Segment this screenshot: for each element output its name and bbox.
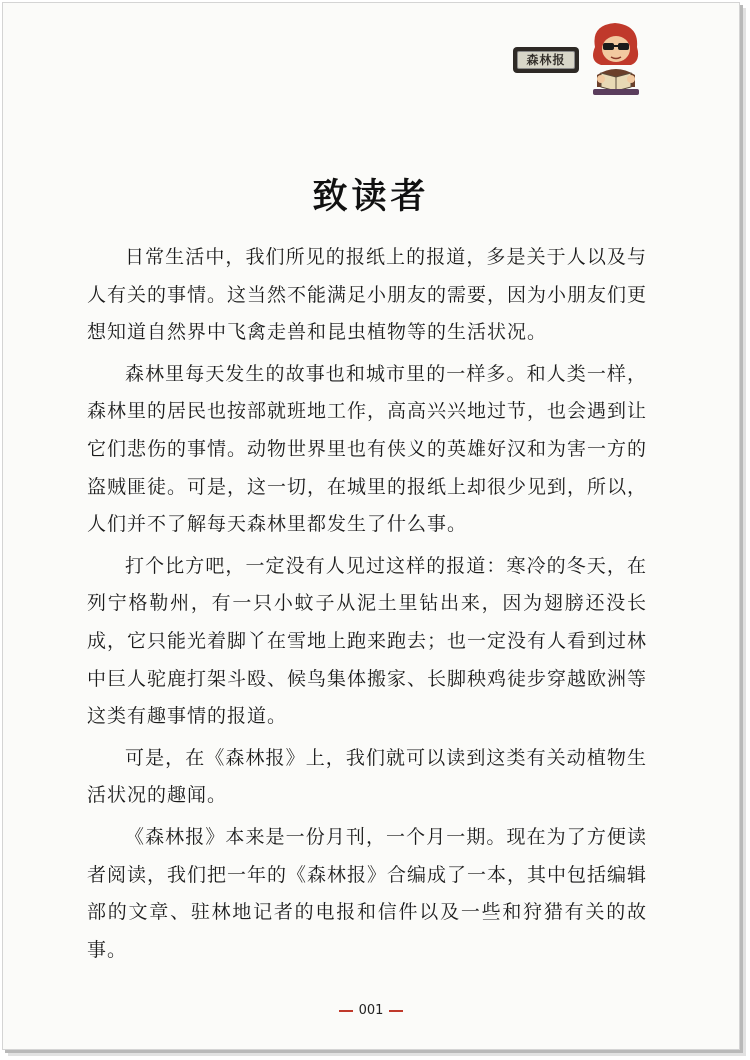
paragraph: 打个比方吧，一定没有人见过这样的报道：寒冷的冬天，在列宁格勒州，有一只小蚊子从泥土里钻出来，因为翅膀还没长成，它只能光着脚丫在雪地上跑来跑去；也一定没有人看到过林中巨人驼鹿打架斗殴、候鸟集体搬家、长脚秧鸡徒步穿越欧洲等这类有趣事情的报道。	[87, 554, 648, 728]
book-page	[2, 2, 740, 1050]
page-footer	[3, 1003, 739, 1018]
paragraph: 可是，在《森林报》上，我们就可以读到这类有关动植物生活状况的趣闻。	[87, 746, 647, 807]
page-number: 001	[358, 1003, 384, 1018]
page-title: 致读者	[312, 176, 430, 217]
reading-mascot-icon	[581, 17, 651, 97]
paragraph: 日常生活中，我们所见的报纸上的报道，多是关于人以及与人有关的事情。这当然不能满足小朋友的需要，因为小朋友们更想知道自然界中飞禽走兽和昆虫植物等的生活状况。	[87, 246, 648, 344]
left-dash-icon	[339, 1010, 353, 1012]
paragraph: 《森林报》本来是一份月刊，一个月一期。现在为了方便读者阅读，我们把一年的《森林报》合编成了一本，其中包括编辑部的文章、驻林地记者的电报和信件以及一些和狩猎有关的故事。	[87, 825, 648, 961]
right-dash-icon	[389, 1010, 403, 1012]
header-badge	[513, 47, 579, 73]
paragraph: 森林里每天发生的故事也和城市里的一样多。和人类一样，森林里的居民也按部就班地工作，高高兴兴地过节，也会遇到让它们悲伤的事情。动物世界里也有侠义的英雄好汉和为害一方的盗贼匪徒。可是，这一切，在城里的报纸上却很少见到，所以，人们并不了解每天森林里都发生了什么事。	[87, 362, 648, 536]
body-text	[87, 239, 647, 969]
header-badge-label: 森林报	[517, 51, 575, 69]
